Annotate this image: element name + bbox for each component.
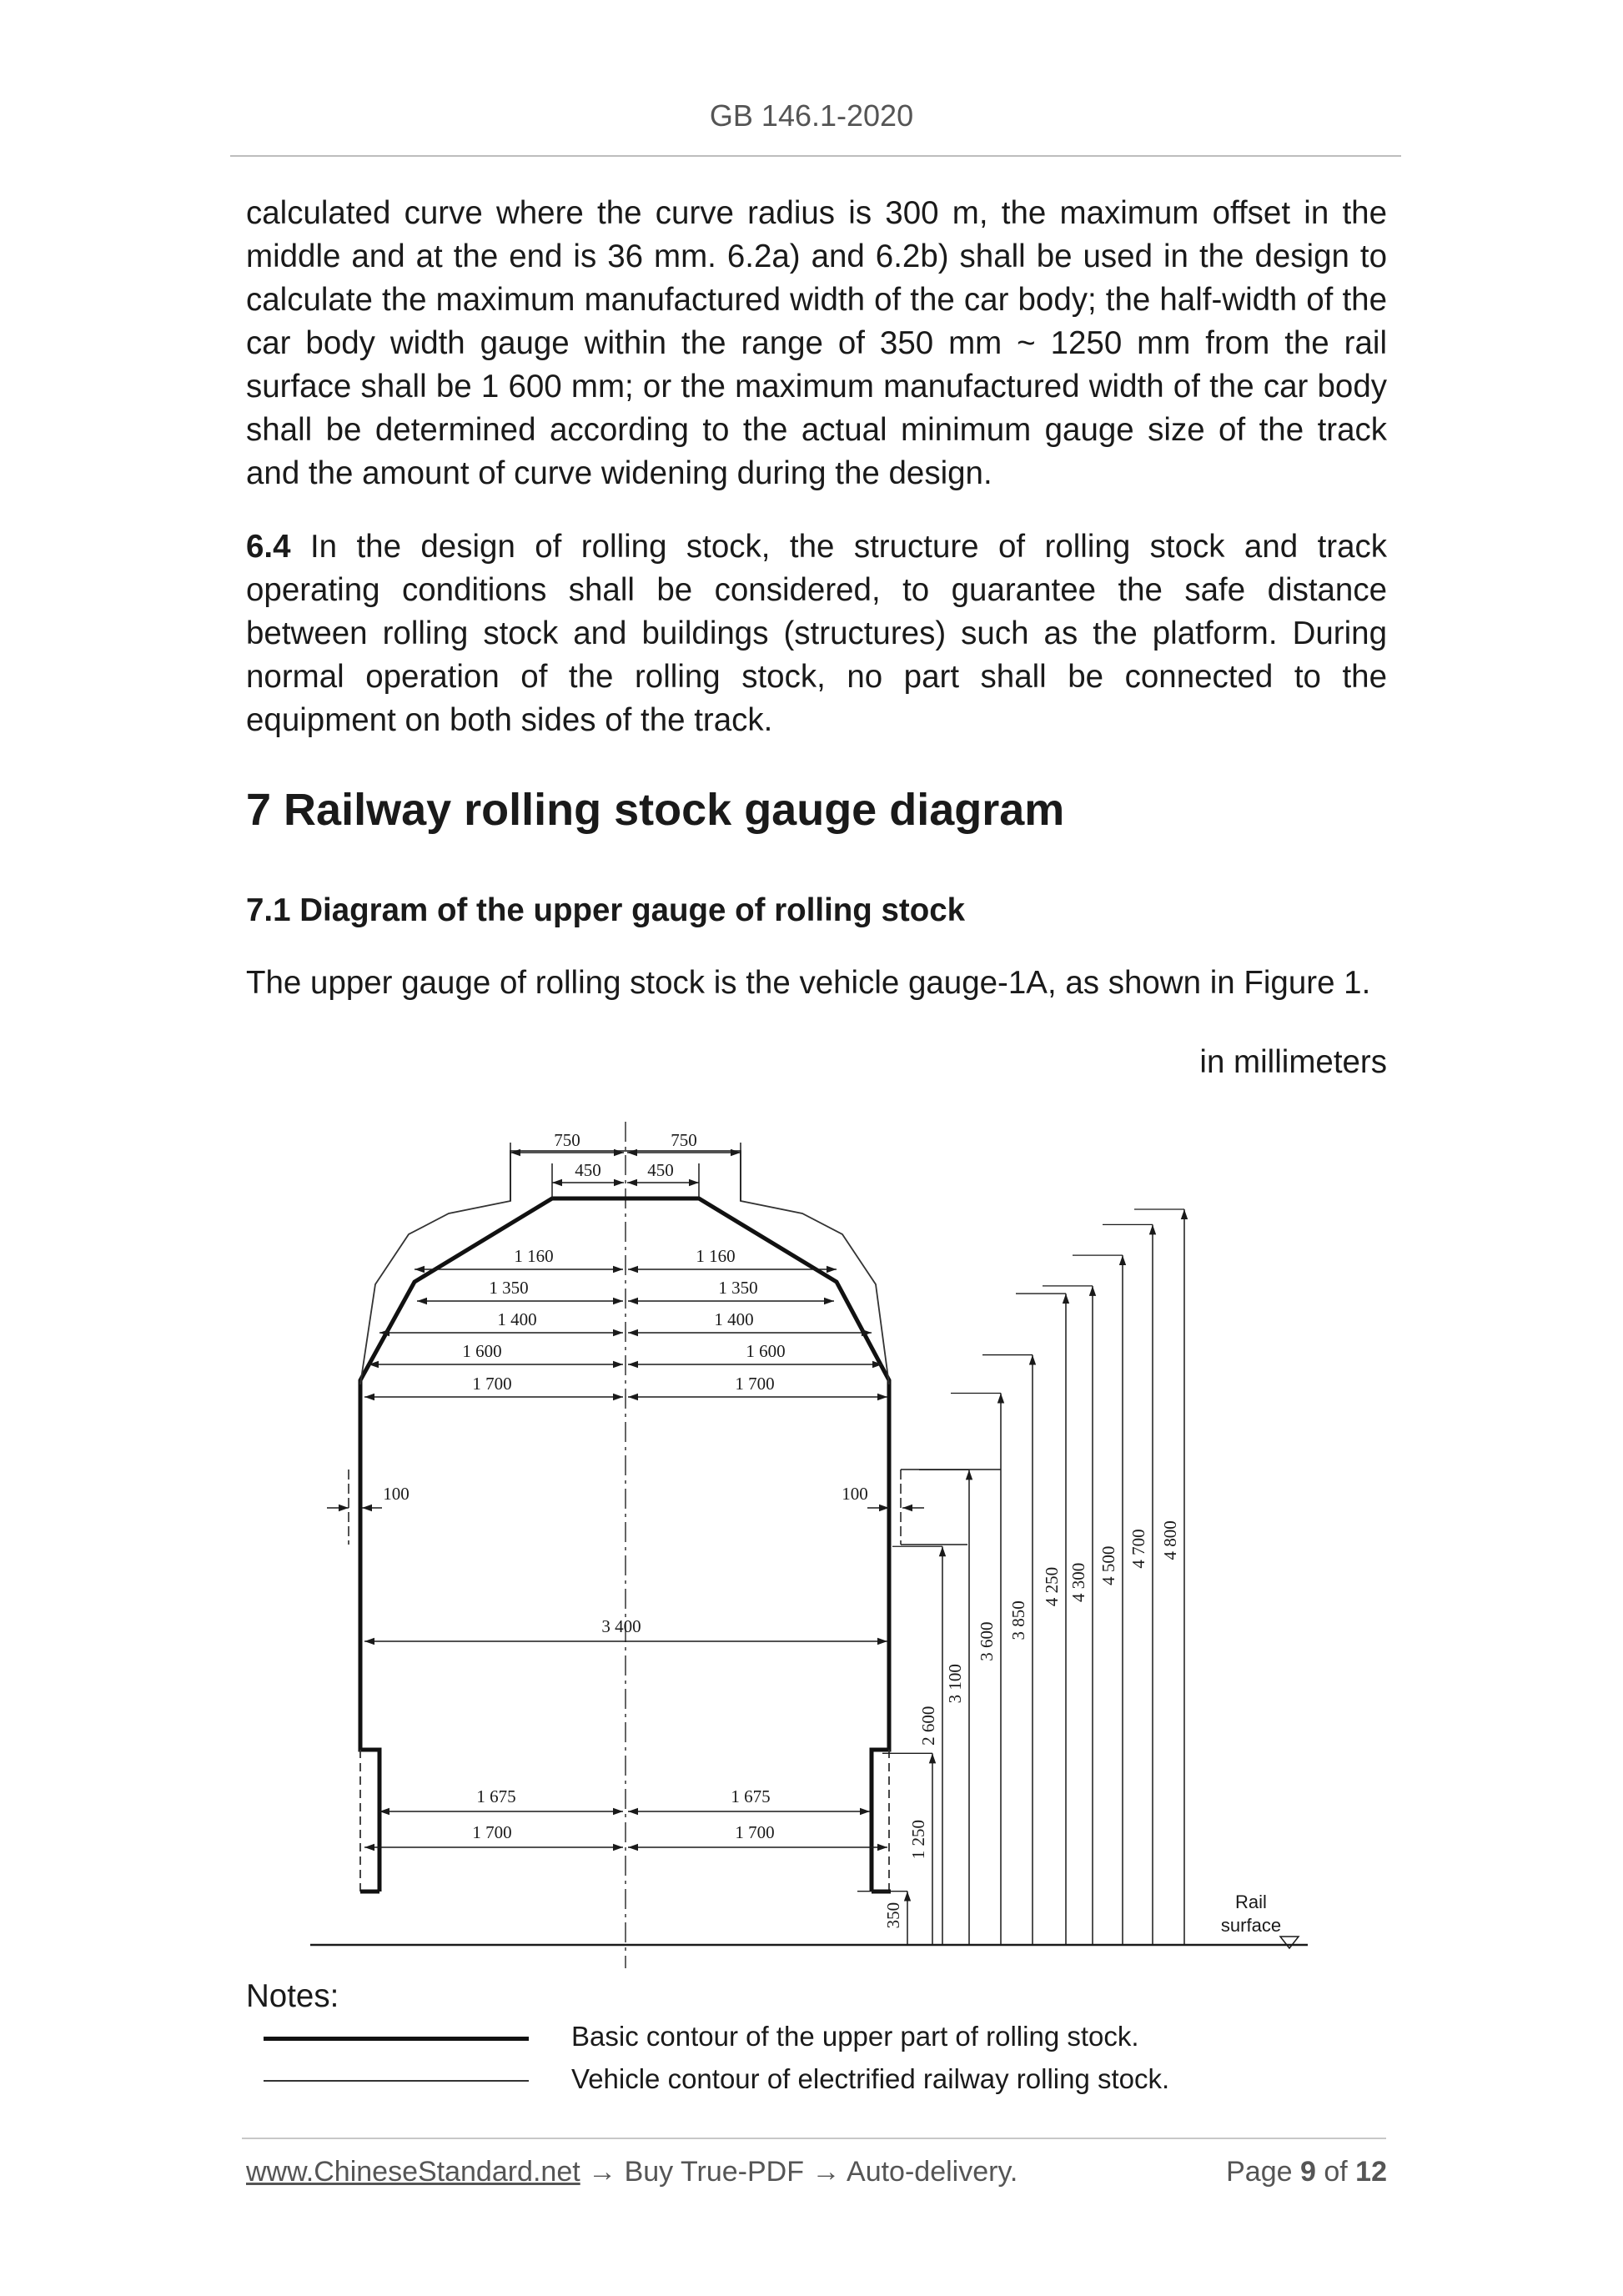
- website-link[interactable]: www.ChineseStandard.net: [246, 2156, 580, 2188]
- notes-title: Notes:: [246, 1978, 339, 2014]
- dim-1675-left: 1 675: [476, 1786, 516, 1806]
- units-note: in millimeters: [1199, 1044, 1387, 1080]
- dim-100-right: 100: [842, 1484, 868, 1504]
- buy-text: Buy True-PDF: [624, 2156, 804, 2188]
- figure-intro: The upper gauge of rolling stock is the vehicle gauge-1A, as shown in Figure 1.: [246, 965, 1371, 1001]
- page-total: 12: [1355, 2156, 1387, 2188]
- arrow-icon: →: [588, 2156, 617, 2188]
- height-label: 4 700: [1128, 1529, 1148, 1569]
- half-width-label-right: 1 350: [718, 1278, 758, 1298]
- dim-450-right: 450: [647, 1160, 674, 1180]
- footer: [246, 2156, 1387, 2188]
- document-header: GB 146.1-2020: [709, 98, 914, 133]
- paragraph-6-4-text: In the design of rolling stock, the structure of rolling stock and track operating conditions shall be considered, to guarantee the safe distance between rolling stock and buildings (structures) such as the platform. During normal operation of the rolling stock, no part shall be connected to the equipment on both sides of the track.: [246, 529, 1387, 738]
- paragraph-6-3-continued: calculated curve where the curve radius is 300 m, the maximum offset in the middle and at the end is 36 mm. 6.2a) and 6.2b) shall be used in the design to calculate the maximum manufactured width of the car body; the half-width of the car body width gauge within the range of 350 mm ~ 1250 mm from the rail surface shall be 1 600 mm; or the maximum manufactured width of the car body shall be determined according to the actual minimum gauge size of the track and the amount of curve widening during the design.: [246, 195, 1387, 491]
- half-width-label-right: 1 160: [696, 1246, 736, 1266]
- rail-label-2: surface: [1220, 1915, 1282, 1936]
- legend-basic-contour: Basic contour of the upper part of rolling stock.: [571, 2021, 1139, 2052]
- half-width-label-left: 1 600: [462, 1341, 502, 1361]
- half-width-label-left: 1 160: [514, 1246, 554, 1266]
- height-label: 3 600: [977, 1621, 997, 1661]
- dim-750-right: 750: [671, 1130, 697, 1150]
- dim-450-left: 450: [575, 1160, 601, 1180]
- legend-thick-line: [264, 2037, 529, 2041]
- basic-contour-path: [360, 1384, 379, 1892]
- dim-1675-right: 1 675: [731, 1786, 771, 1806]
- subsection-heading: 7.1 Diagram of the upper gauge of rolling stock: [246, 892, 966, 928]
- clause-number: 6.4: [246, 529, 291, 565]
- height-label: 4 500: [1098, 1545, 1118, 1585]
- height-label: 4 250: [1042, 1566, 1062, 1607]
- height-label: 3 850: [1008, 1600, 1028, 1640]
- height-label: 4 800: [1160, 1520, 1180, 1560]
- dim-750-left: 750: [554, 1130, 580, 1150]
- height-label: 4 300: [1068, 1562, 1088, 1603]
- dim-1700-lower-left: 1 700: [472, 1822, 512, 1842]
- page-counter: [1226, 2156, 1387, 2188]
- page-number: 9: [1299, 2156, 1316, 2188]
- height-label: 1 250: [908, 1820, 928, 1860]
- half-width-label-right: 1 600: [746, 1341, 786, 1361]
- of-word: of: [1324, 2156, 1348, 2188]
- height-label: 350: [883, 1902, 903, 1929]
- page-word: Page: [1226, 2156, 1293, 2188]
- height-label: 2 600: [918, 1706, 938, 1746]
- delivery-text: Auto-delivery.: [847, 2156, 1018, 2188]
- basic-contour-outline: [360, 1198, 889, 1892]
- dim-100-left: 100: [383, 1484, 410, 1504]
- footer-divider: [242, 2138, 1386, 2139]
- dim-3400: 3 400: [601, 1616, 641, 1636]
- half-width-label-right: 1 700: [735, 1374, 775, 1394]
- half-width-label-left: 1 700: [472, 1374, 512, 1394]
- dim-1700-lower-right: 1 700: [735, 1822, 775, 1842]
- half-width-label-right: 1 400: [714, 1309, 754, 1329]
- rail-surface-symbol: [1280, 1937, 1299, 1948]
- height-label: 3 100: [945, 1664, 965, 1704]
- half-width-label-left: 1 400: [497, 1309, 537, 1329]
- section-heading: 7 Railway rolling stock gauge diagram: [246, 785, 1065, 835]
- rail-label-1: Rail: [1235, 1892, 1267, 1912]
- legend-electrified-contour: Vehicle contour of electrified railway rolling stock.: [571, 2063, 1170, 2094]
- arrow-icon: →: [812, 2156, 841, 2188]
- legend-thin-line: [264, 2080, 529, 2082]
- half-width-label-left: 1 350: [489, 1278, 529, 1298]
- height-dimensions: [857, 1209, 1184, 1945]
